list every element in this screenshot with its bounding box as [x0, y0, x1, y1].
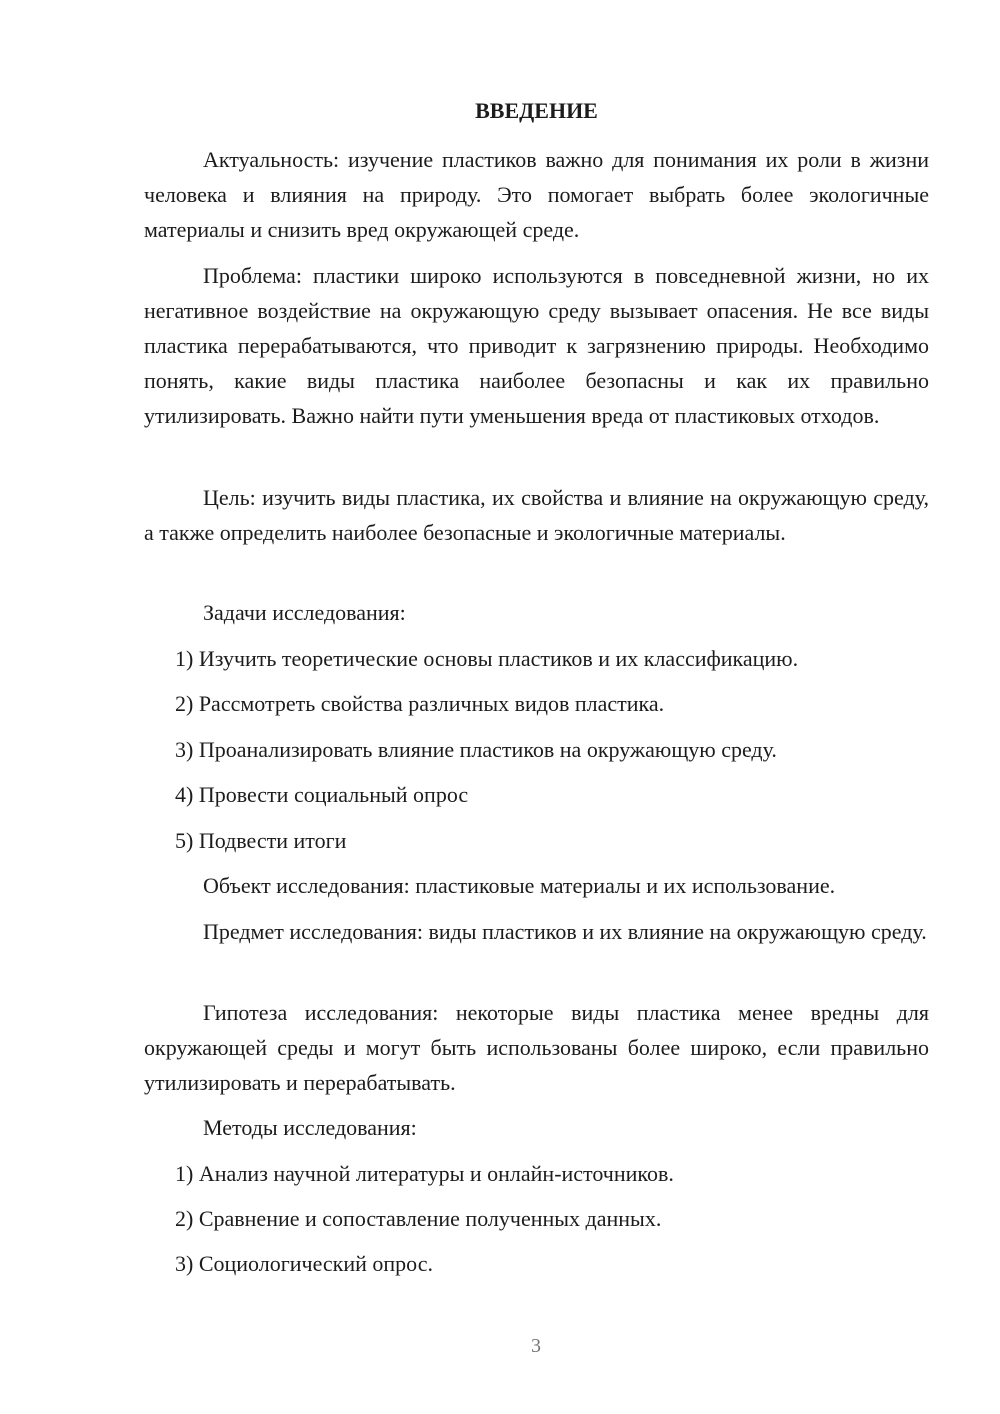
method-item-2: 2) Сравнение и сопоставление полученных данных.	[175, 1206, 662, 1231]
hypothesis-paragraph: Гипотеза исследования: некоторые виды пластика менее вредны для окружающей среды и могут быть использованы более широко, если правильно утилизировать и перерабатывать.	[144, 1000, 929, 1095]
task-item-2: 2) Рассмотреть свойства различных видов пластика.	[175, 691, 665, 716]
methods-heading: Методы исследования:	[203, 1115, 417, 1140]
object-line: Объект исследования: пластиковые материалы и их использование.	[203, 873, 836, 898]
problem-paragraph: Проблема: пластики широко используются в повседневной жизни, но их негативное воздействие на окружающую среду вызывает опасения. Не все виды пластика перерабатываются, что приводит к загрязнению природы. Необходимо понять, какие виды пластика наиболее безопасны и как их правильно утилизировать. Важно найти пути уменьшения вреда от пластиковых отходов.	[144, 263, 929, 428]
task-item-1: 1) Изучить теоретические основы пластиков и их классификацию.	[175, 646, 799, 671]
page-number: 3	[531, 1335, 541, 1357]
subject-paragraph: Предмет исследования: виды пластиков и их влияние на окружающую среду.	[203, 919, 927, 944]
goal-paragraph: Цель: изучить виды пластика, их свойства и влияние на окружающую среду, а также определить наиболее безопасные и экологичные материалы.	[144, 485, 929, 545]
method-item-3: 3) Социологический опрос.	[175, 1251, 433, 1276]
task-item-5: 5) Подвести итоги	[175, 828, 347, 853]
task-item-3: 3) Проанализировать влияние пластиков на окружающую среду.	[175, 737, 777, 762]
relevance-paragraph: Актуальность: изучение пластиков важно для понимания их роли в жизни человека и влияния на природу. Это помогает выбрать более экологичные материалы и снизить вред окружающей среде.	[144, 147, 929, 242]
task-item-4: 4) Провести социальный опрос	[175, 782, 469, 807]
method-item-1: 1) Анализ научной литературы и онлайн-источников.	[175, 1161, 674, 1186]
tasks-heading: Задачи исследования:	[203, 600, 406, 625]
page-title: ВВЕДЕНИЕ	[475, 98, 598, 123]
